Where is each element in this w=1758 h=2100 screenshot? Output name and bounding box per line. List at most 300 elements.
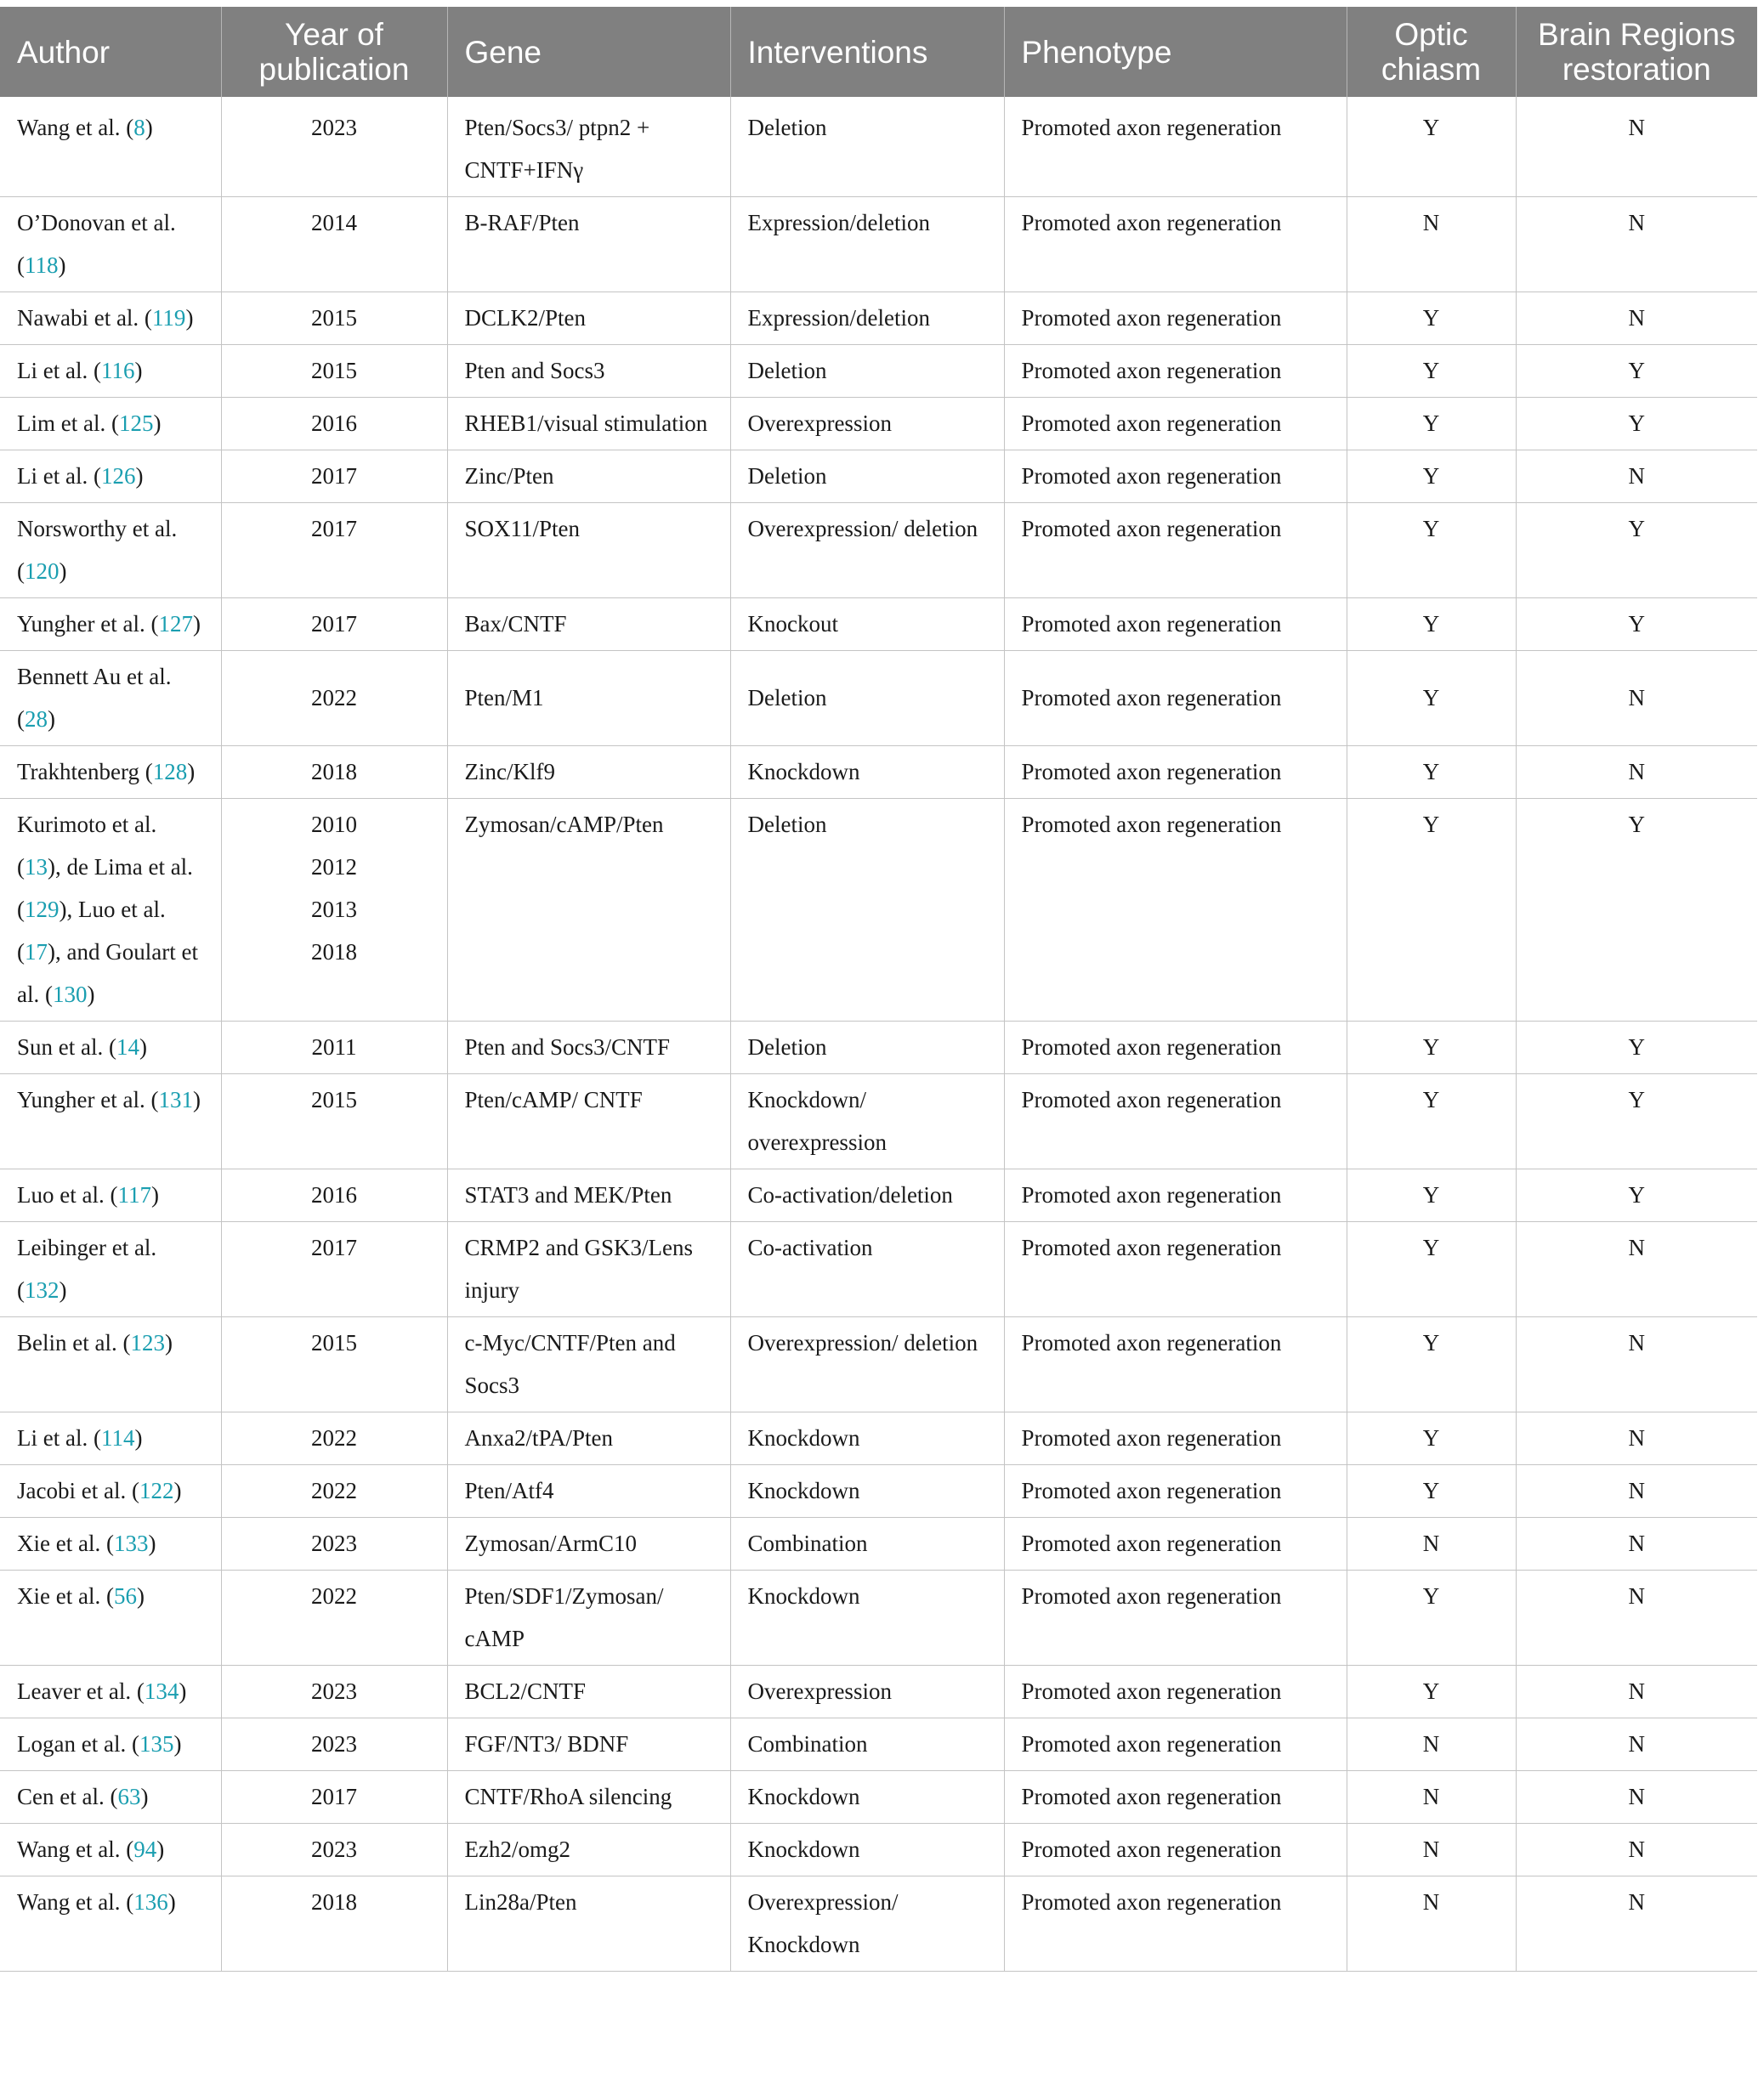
author-name: Bennett Au et al. ( [17, 664, 172, 732]
author-name: Wang et al. ( [17, 115, 134, 140]
author-paren: ) [173, 1731, 182, 1757]
author-paren: ) [150, 1182, 159, 1208]
optic-chiasm-cell: Y [1347, 1465, 1516, 1518]
optic-chiasm-cell: N [1347, 1876, 1516, 1972]
gene-cell: Zymosan/ArmC10 [447, 1518, 730, 1571]
gene-cell: RHEB1/visual stimulation [447, 398, 730, 450]
optic-chiasm-cell: Y [1347, 398, 1516, 450]
gene-cell: Ezh2/omg2 [447, 1824, 730, 1876]
author-name: Norsworthy et al. ( [17, 516, 178, 584]
reference-link[interactable]: 122 [139, 1478, 174, 1503]
year-cell [221, 1222, 447, 1317]
intervention-cell: Knockdown [730, 1465, 1004, 1518]
year-value: 2022 [311, 1425, 357, 1451]
optic-chiasm-cell: Y [1347, 1222, 1516, 1317]
optic-chiasm-cell: N [1347, 1518, 1516, 1571]
year-cell [221, 746, 447, 799]
brain-regions-cell: Y [1516, 398, 1757, 450]
intervention-cell: Co-activation/deletion [730, 1169, 1004, 1222]
author-cell [0, 1718, 221, 1771]
phenotype-cell: Promoted axon regeneration [1004, 1571, 1347, 1666]
reference-link[interactable]: 17 [25, 939, 48, 965]
gene-cell: Pten/Socs3/ ptpn2 + CNTF+IFNγ [447, 97, 730, 197]
header-author: Author [0, 7, 221, 97]
author-paren: ) [167, 1889, 176, 1915]
intervention-cell: Overexpression/ deletion [730, 503, 1004, 598]
author-name: Yungher et al. ( [17, 1087, 159, 1112]
reference-link[interactable]: 133 [113, 1531, 149, 1556]
author-name: , Luo et al. ( [17, 897, 166, 965]
gene-cell: Anxa2/tPA/Pten [447, 1412, 730, 1465]
optic-chiasm-cell: Y [1347, 1666, 1516, 1718]
optic-chiasm-cell: Y [1347, 292, 1516, 345]
table-row [0, 345, 1757, 398]
intervention-cell: Deletion [730, 1022, 1004, 1074]
year-value: 2023 [311, 1531, 357, 1556]
phenotype-cell: Promoted axon regeneration [1004, 1876, 1347, 1972]
reference-link[interactable]: 28 [25, 706, 48, 732]
author-cell [0, 1022, 221, 1074]
author-cell [0, 746, 221, 799]
author-paren: ) [48, 854, 55, 880]
author-name: Cen et al. ( [17, 1784, 118, 1809]
gene-cell: BCL2/CNTF [447, 1666, 730, 1718]
intervention-cell: Deletion [730, 651, 1004, 746]
brain-regions-cell: N [1516, 1771, 1757, 1824]
header-interventions: Interventions [730, 7, 1004, 97]
author-name: Sun et al. ( [17, 1034, 116, 1060]
header-gene: Gene [447, 7, 730, 97]
reference-link[interactable]: 63 [117, 1784, 141, 1809]
brain-regions-cell: N [1516, 746, 1757, 799]
author-name: Kurimoto et al. ( [17, 812, 157, 880]
author-paren: ) [185, 305, 194, 331]
reference-link[interactable]: 128 [152, 759, 188, 784]
gene-cell: Pten/M1 [447, 651, 730, 746]
brain-regions-cell: Y [1516, 345, 1757, 398]
optic-chiasm-cell: Y [1347, 345, 1516, 398]
author-cell [0, 503, 221, 598]
header-brain-regions: Brain Regions restoration [1516, 7, 1757, 97]
gene-cell: B-RAF/Pten [447, 197, 730, 292]
year-value: 2016 [311, 410, 357, 436]
author-name: Wang et al. ( [17, 1837, 134, 1862]
reference-link[interactable]: 13 [25, 854, 48, 880]
brain-regions-cell: N [1516, 1518, 1757, 1571]
author-paren: ) [48, 706, 55, 732]
gene-cell: FGF/NT3/ BDNF [447, 1718, 730, 1771]
table-row [0, 197, 1757, 292]
year-cell [221, 292, 447, 345]
phenotype-cell: Promoted axon regeneration [1004, 292, 1347, 345]
phenotype-cell: Promoted axon regeneration [1004, 197, 1347, 292]
year-value: 2022 [311, 685, 357, 710]
author-name: O’Donovan et al. ( [17, 210, 176, 278]
year-cell [221, 197, 447, 292]
header-phenotype: Phenotype [1004, 7, 1347, 97]
phenotype-cell: Promoted axon regeneration [1004, 1222, 1347, 1317]
gene-cell: CRMP2 and GSK3/Lens injury [447, 1222, 730, 1317]
year-value: 2018 [311, 1889, 357, 1915]
author-paren: ) [134, 358, 143, 383]
author-paren: ) [173, 1478, 182, 1503]
optic-chiasm-cell: N [1347, 1718, 1516, 1771]
table-row [0, 1876, 1757, 1972]
gene-cell: Zinc/Pten [447, 450, 730, 503]
year-value: 2012 [311, 854, 357, 880]
year-value: 2023 [311, 1837, 357, 1862]
author-paren: ) [48, 939, 55, 965]
author-name: Xie et al. ( [17, 1583, 114, 1609]
reference-link[interactable]: 127 [158, 611, 193, 637]
optic-chiasm-cell: Y [1347, 651, 1516, 746]
author-cell [0, 1571, 221, 1666]
author-cell [0, 1222, 221, 1317]
reference-link[interactable]: 126 [100, 463, 136, 489]
reference-link[interactable]: 123 [130, 1330, 165, 1356]
year-cell [221, 1074, 447, 1169]
phenotype-cell: Promoted axon regeneration [1004, 345, 1347, 398]
year-value: 2023 [311, 1731, 357, 1757]
author-paren: ) [136, 1583, 145, 1609]
table-row [0, 799, 1757, 1022]
author-paren: ) [135, 463, 144, 489]
author-name: Li et al. ( [17, 358, 101, 383]
author-paren: ) [145, 115, 153, 140]
year-cell [221, 1718, 447, 1771]
author-name: Li et al. ( [17, 463, 101, 489]
table-row [0, 450, 1757, 503]
table-row [0, 292, 1757, 345]
reference-link[interactable]: 125 [118, 410, 154, 436]
gene-cell: STAT3 and MEK/Pten [447, 1169, 730, 1222]
reference-link[interactable]: 120 [25, 558, 60, 584]
year-value: 2017 [311, 611, 357, 637]
optic-chiasm-cell: Y [1347, 450, 1516, 503]
table-row [0, 97, 1757, 197]
intervention-cell: Overexpression/ Knockdown [730, 1876, 1004, 1972]
optic-chiasm-cell: Y [1347, 503, 1516, 598]
table-row [0, 1317, 1757, 1412]
phenotype-cell: Promoted axon regeneration [1004, 1771, 1347, 1824]
author-paren: ) [134, 1425, 143, 1451]
author-cell [0, 1876, 221, 1972]
year-cell [221, 1771, 447, 1824]
reference-link[interactable]: 116 [100, 358, 135, 383]
phenotype-cell: Promoted axon regeneration [1004, 450, 1347, 503]
table-row [0, 746, 1757, 799]
intervention-cell: Knockdown [730, 746, 1004, 799]
author-name: Yungher et al. ( [17, 611, 159, 637]
reference-link[interactable]: 129 [25, 897, 60, 922]
year-value: 2015 [311, 1330, 357, 1356]
reference-link[interactable]: 132 [25, 1277, 60, 1303]
author-name: Trakhtenberg ( [17, 759, 153, 784]
year-value: 2015 [311, 358, 357, 383]
gene-cell: Lin28a/Pten [447, 1876, 730, 1972]
reference-link[interactable]: 8 [133, 115, 145, 140]
author-name: Logan et al. ( [17, 1731, 139, 1757]
reference-link[interactable]: 130 [52, 982, 88, 1007]
table-row [0, 1412, 1757, 1465]
reference-link[interactable]: 94 [133, 1837, 157, 1862]
phenotype-cell: Promoted axon regeneration [1004, 398, 1347, 450]
gene-cell: Zinc/Klf9 [447, 746, 730, 799]
author-cell [0, 292, 221, 345]
year-value: 2014 [311, 210, 357, 235]
phenotype-cell: Promoted axon regeneration [1004, 1169, 1347, 1222]
intervention-cell: Overexpression [730, 398, 1004, 450]
brain-regions-cell: Y [1516, 1022, 1757, 1074]
gene-cell: DCLK2/Pten [447, 292, 730, 345]
author-paren: ) [59, 897, 67, 922]
table-row [0, 598, 1757, 651]
author-cell [0, 1824, 221, 1876]
reference-link[interactable]: 114 [100, 1425, 135, 1451]
year-cell [221, 97, 447, 197]
table-row [0, 651, 1757, 746]
author-paren: ) [58, 252, 66, 278]
year-cell [221, 651, 447, 746]
author-cell [0, 197, 221, 292]
intervention-cell: Deletion [730, 799, 1004, 1022]
year-value: 2023 [311, 115, 357, 140]
intervention-cell: Expression/deletion [730, 197, 1004, 292]
year-value: 2018 [311, 759, 357, 784]
phenotype-cell: Promoted axon regeneration [1004, 1412, 1347, 1465]
year-value: 2017 [311, 516, 357, 541]
author-cell [0, 1771, 221, 1824]
author-cell [0, 1317, 221, 1412]
reference-link[interactable]: 119 [151, 305, 186, 331]
year-cell [221, 1666, 447, 1718]
intervention-cell: Knockdown [730, 1771, 1004, 1824]
author-cell [0, 1412, 221, 1465]
year-value: 2010 [311, 812, 357, 837]
regeneration-studies-table [0, 7, 1757, 1972]
author-name: Nawabi et al. ( [17, 305, 152, 331]
year-cell [221, 398, 447, 450]
gene-cell: Pten and Socs3 [447, 345, 730, 398]
phenotype-cell: Promoted axon regeneration [1004, 1666, 1347, 1718]
phenotype-cell: Promoted axon regeneration [1004, 799, 1347, 1022]
table-row [0, 503, 1757, 598]
year-value: 2015 [311, 1087, 357, 1112]
author-name: Leibinger et al. ( [17, 1235, 157, 1303]
year-value: 2022 [311, 1583, 357, 1609]
year-cell [221, 1518, 447, 1571]
optic-chiasm-cell: Y [1347, 1169, 1516, 1222]
intervention-cell: Deletion [730, 450, 1004, 503]
brain-regions-cell: N [1516, 1876, 1757, 1972]
year-cell [221, 1876, 447, 1972]
year-cell [221, 598, 447, 651]
reference-link[interactable]: 117 [117, 1182, 151, 1208]
author-cell [0, 97, 221, 197]
author-cell [0, 398, 221, 450]
table-row [0, 1718, 1757, 1771]
author-name: Luo et al. ( [17, 1182, 118, 1208]
gene-cell: SOX11/Pten [447, 503, 730, 598]
intervention-cell: Expression/deletion [730, 292, 1004, 345]
gene-cell: Pten/Atf4 [447, 1465, 730, 1518]
optic-chiasm-cell: Y [1347, 598, 1516, 651]
optic-chiasm-cell: Y [1347, 1074, 1516, 1169]
optic-chiasm-cell: Y [1347, 799, 1516, 1022]
intervention-cell: Overexpression/ deletion [730, 1317, 1004, 1412]
author-cell [0, 1465, 221, 1518]
gene-cell: Pten and Socs3/CNTF [447, 1022, 730, 1074]
author-paren: ) [148, 1531, 156, 1556]
brain-regions-cell: N [1516, 651, 1757, 746]
brain-regions-cell: N [1516, 197, 1757, 292]
year-cell [221, 1465, 447, 1518]
gene-cell: Pten/SDF1/Zymosan/ cAMP [447, 1571, 730, 1666]
phenotype-cell: Promoted axon regeneration [1004, 746, 1347, 799]
gene-cell: c-Myc/CNTF/Pten and Socs3 [447, 1317, 730, 1412]
year-value: 2023 [311, 1678, 357, 1704]
author-paren: ) [140, 1784, 149, 1809]
year-value: 2022 [311, 1478, 357, 1503]
optic-chiasm-cell: Y [1347, 746, 1516, 799]
year-cell [221, 1317, 447, 1412]
year-cell [221, 1824, 447, 1876]
author-name: Jacobi et al. ( [17, 1478, 139, 1503]
table-row [0, 1022, 1757, 1074]
brain-regions-cell: N [1516, 450, 1757, 503]
table-row [0, 1518, 1757, 1571]
year-value: 2017 [311, 463, 357, 489]
phenotype-cell: Promoted axon regeneration [1004, 1074, 1347, 1169]
table-row [0, 1571, 1757, 1666]
author-paren: ) [59, 1277, 67, 1303]
year-cell [221, 799, 447, 1022]
brain-regions-cell: N [1516, 1824, 1757, 1876]
year-cell [221, 1412, 447, 1465]
table-row [0, 1169, 1757, 1222]
author-cell [0, 1169, 221, 1222]
intervention-cell: Combination [730, 1518, 1004, 1571]
gene-cell: Bax/CNTF [447, 598, 730, 651]
year-value: 2017 [311, 1235, 357, 1260]
author-name: Wang et al. ( [17, 1889, 134, 1915]
author-name: Li et al. ( [17, 1425, 101, 1451]
intervention-cell: Overexpression [730, 1666, 1004, 1718]
phenotype-cell: Promoted axon regeneration [1004, 1465, 1347, 1518]
year-cell [221, 1022, 447, 1074]
brain-regions-cell: N [1516, 1222, 1757, 1317]
author-name: Lim et al. ( [17, 410, 119, 436]
brain-regions-cell: N [1516, 1571, 1757, 1666]
phenotype-cell: Promoted axon regeneration [1004, 1022, 1347, 1074]
year-cell [221, 503, 447, 598]
reference-link[interactable]: 131 [158, 1087, 193, 1112]
brain-regions-cell: N [1516, 292, 1757, 345]
phenotype-cell: Promoted axon regeneration [1004, 503, 1347, 598]
reference-link[interactable]: 14 [116, 1034, 139, 1060]
optic-chiasm-cell: Y [1347, 1022, 1516, 1074]
author-cell [0, 799, 221, 1022]
year-cell [221, 345, 447, 398]
reference-link[interactable]: 134 [144, 1678, 179, 1704]
table-row [0, 1771, 1757, 1824]
brain-regions-cell: N [1516, 1666, 1757, 1718]
optic-chiasm-cell: Y [1347, 1412, 1516, 1465]
author-cell [0, 450, 221, 503]
intervention-cell: Knockdown [730, 1571, 1004, 1666]
author-cell [0, 1666, 221, 1718]
brain-regions-cell: N [1516, 1718, 1757, 1771]
optic-chiasm-cell: N [1347, 197, 1516, 292]
table-header-row [0, 7, 1757, 97]
intervention-cell: Knockdown/ overexpression [730, 1074, 1004, 1169]
optic-chiasm-cell: Y [1347, 97, 1516, 197]
table-row [0, 398, 1757, 450]
year-value: 2015 [311, 305, 357, 331]
author-name: Leaver et al. ( [17, 1678, 145, 1704]
phenotype-cell: Promoted axon regeneration [1004, 1718, 1347, 1771]
author-name: , and Goulart et al. ( [17, 939, 198, 1007]
table-row [0, 1666, 1757, 1718]
phenotype-cell: Promoted axon regeneration [1004, 651, 1347, 746]
header-year: Year of publication [221, 7, 447, 97]
author-name: Belin et al. ( [17, 1330, 131, 1356]
reference-link[interactable]: 56 [113, 1583, 137, 1609]
brain-regions-cell: N [1516, 1465, 1757, 1518]
header-optic-chiasm: Optic chiasm [1347, 7, 1516, 97]
author-paren: ) [59, 558, 67, 584]
brain-regions-cell: Y [1516, 503, 1757, 598]
intervention-cell: Combination [730, 1718, 1004, 1771]
intervention-cell: Knockdown [730, 1824, 1004, 1876]
intervention-cell: Knockout [730, 598, 1004, 651]
phenotype-cell: Promoted axon regeneration [1004, 1824, 1347, 1876]
author-paren: ) [156, 1837, 165, 1862]
brain-regions-cell: Y [1516, 598, 1757, 651]
author-paren: ) [179, 1678, 187, 1704]
author-paren: ) [153, 410, 162, 436]
brain-regions-cell: Y [1516, 799, 1757, 1022]
year-cell [221, 1169, 447, 1222]
phenotype-cell: Promoted axon regeneration [1004, 1317, 1347, 1412]
brain-regions-cell: N [1516, 1412, 1757, 1465]
optic-chiasm-cell: N [1347, 1771, 1516, 1824]
author-cell [0, 651, 221, 746]
intervention-cell: Knockdown [730, 1412, 1004, 1465]
year-value: 2013 [311, 897, 357, 922]
table-row [0, 1824, 1757, 1876]
author-name: , de Lima et al. ( [17, 854, 193, 922]
intervention-cell: Deletion [730, 345, 1004, 398]
year-cell [221, 450, 447, 503]
reference-link[interactable]: 136 [133, 1889, 168, 1915]
author-cell [0, 345, 221, 398]
author-name: Xie et al. ( [17, 1531, 114, 1556]
gene-cell: Pten/cAMP/ CNTF [447, 1074, 730, 1169]
author-cell [0, 1074, 221, 1169]
brain-regions-cell: N [1516, 97, 1757, 197]
reference-link[interactable]: 118 [25, 252, 59, 278]
brain-regions-cell: N [1516, 1317, 1757, 1412]
year-value: 2011 [311, 1034, 357, 1060]
optic-chiasm-cell: Y [1347, 1571, 1516, 1666]
phenotype-cell: Promoted axon regeneration [1004, 97, 1347, 197]
gene-cell: CNTF/RhoA silencing [447, 1771, 730, 1824]
author-paren: ) [192, 1087, 201, 1112]
table-row [0, 1074, 1757, 1169]
reference-link[interactable]: 135 [139, 1731, 174, 1757]
author-paren: ) [187, 759, 196, 784]
